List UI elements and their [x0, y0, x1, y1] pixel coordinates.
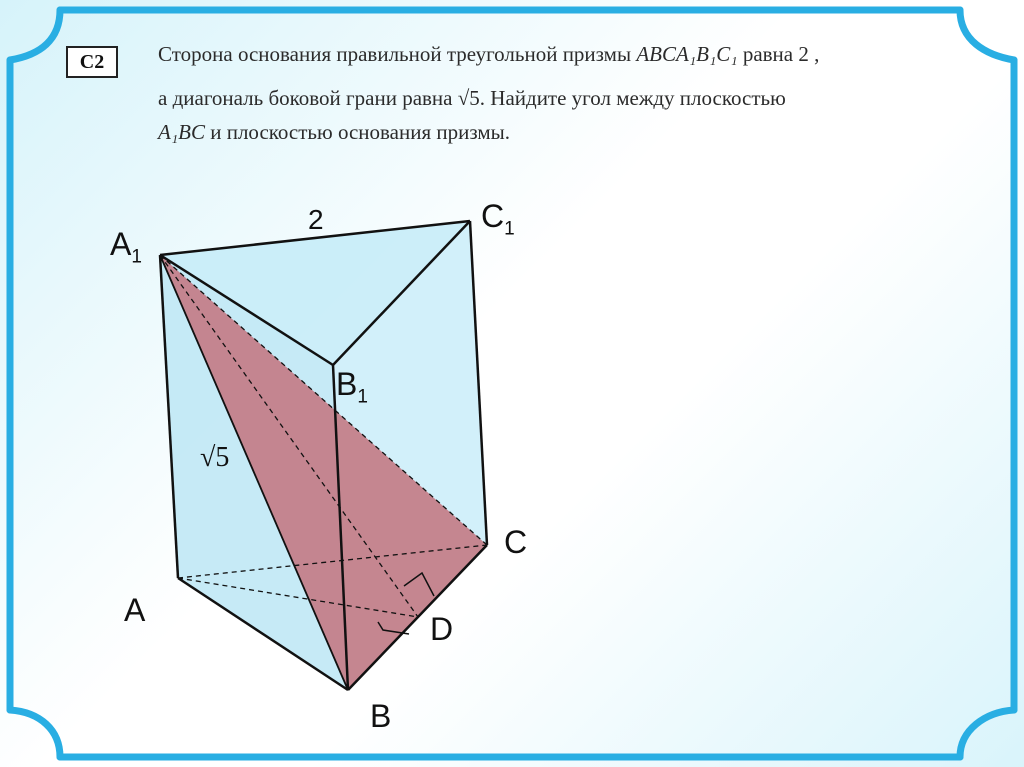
- problem-text-2b: . Найдите угол между плоскостью: [479, 86, 786, 110]
- label-edge-length: 2: [308, 204, 324, 235]
- problem-text-1a: Сторона основания правильной треугольной призмы: [158, 42, 637, 66]
- sqrt-five: √5: [457, 86, 480, 110]
- problem-text-2a: а диагональ боковой грани равна: [158, 86, 458, 110]
- label-b: B: [370, 698, 392, 734]
- label-b1: $B_1$: [336, 366, 368, 408]
- prism-name: ABCA₁B₁C₁: [636, 42, 738, 66]
- label-d: D: [430, 611, 454, 647]
- plane-name: A₁BC: [158, 120, 205, 144]
- label-diagonal-length: √5: [200, 442, 230, 473]
- label-c: C: [504, 524, 528, 560]
- problem-text-3: и плоскостью основания призмы.: [204, 120, 510, 144]
- label-c1: $C_1$: [481, 198, 515, 240]
- label-a: A: [124, 592, 146, 628]
- problem-text-1b: равна 2 ,: [737, 42, 820, 66]
- problem-tag: C2: [66, 46, 118, 78]
- label-a1: $A_1$: [110, 226, 142, 268]
